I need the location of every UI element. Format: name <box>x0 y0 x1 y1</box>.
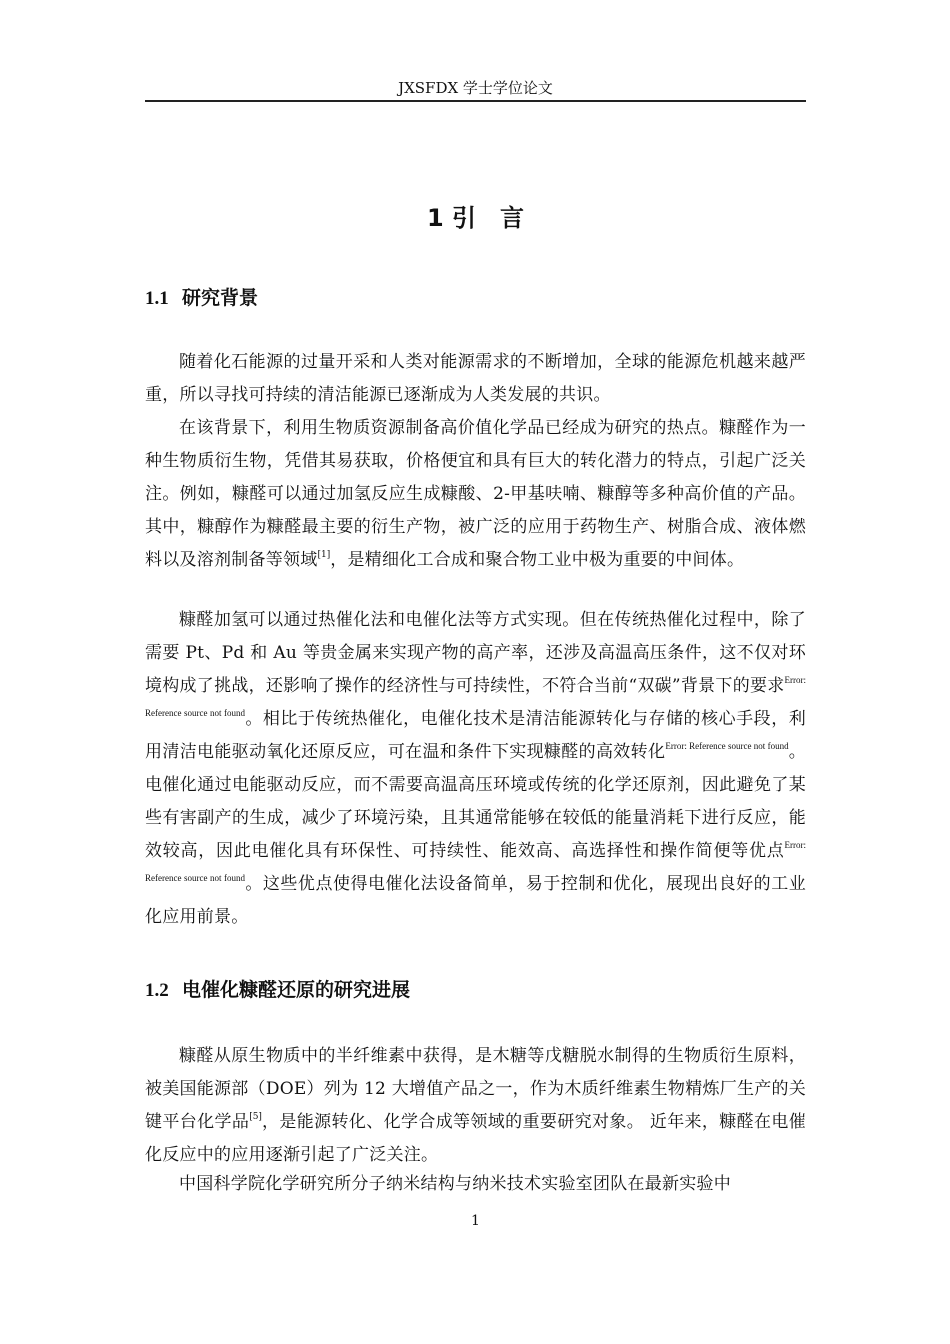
header-rule <box>145 100 806 102</box>
paragraph-cas-team <box>145 1168 806 1201</box>
section-heading-1-2 <box>145 976 806 1005</box>
citation-ref: [5] <box>249 1111 262 1122</box>
section-number: 1.2 <box>145 980 169 1001</box>
paragraph-text: 随着化石能源的过量开采和人类对能源需求的不断增加，全球的能源危机越来越严重，所以寻找可持续的清洁能源已逐渐成为人类发展的共识。 <box>145 352 806 405</box>
paragraph-furfural-background <box>145 412 806 577</box>
paragraph-text: 。相比于传统热催化，电催化技术是清洁能源转化与存储的核心手段，利用清洁电能驱动氧化还原反应，可在温和条件下实现糠醛的高效转化 <box>145 709 806 762</box>
paragraph-text: 在该背景下，利用生物质资源制备高价值化学品已经成为研究的热点。糠醛作为一种生物质衍生物，凭借其易获取，价格便宜和具有巨大的转化潜力的特点，引起广泛关注。例如，糠醛可以通过加氢反应生成糠酸、2-甲基呋喃、糠醇等多种高价值的产品。其中，糠醇作为糠醛最主要的衍生产物，被广泛的应用于药物生产、树脂合成、液体燃料以及溶剂制备等领域 <box>145 418 806 570</box>
citation-ref: [1] <box>317 549 331 560</box>
paragraph-electrocatalysis <box>145 604 806 934</box>
paragraph-furfural-source <box>145 1040 806 1172</box>
section-heading-1-1 <box>145 284 806 313</box>
paragraph-energy-crisis <box>145 346 806 412</box>
reference-error: Error: Reference source not found <box>145 839 806 883</box>
section-title: 电催化糠醛还原的研究进展 <box>181 979 410 1001</box>
running-header: JXSFDX 学士学位论文 <box>398 79 553 97</box>
page-number: 1 <box>471 1213 480 1229</box>
section-number: 1.1 <box>145 288 169 309</box>
paragraph-text: 。电催化通过电能驱动反应，而不需要高温高压环境或传统的化学还原剂，因此避免了某些有害副产的生成，减少了环境污染，且其通常能够在较低的能量消耗下进行反应，能效较高，因此电催化具有环保性、可持续性、能效高、高选择性和操作简便等优点 <box>145 742 807 861</box>
reference-error: Error: Reference source not found <box>145 674 806 718</box>
paragraph-text: ，是精细化工合成和聚合物工业中极为重要的中间体。 <box>330 550 745 570</box>
section-title: 研究背景 <box>181 287 258 309</box>
paragraph-text: 糠醛从原生物质中的半纤维素中获得，是木糖等戊糖脱水制得的生物质衍生原料，被美国能源部（DOE）列为 12 大增值产品之一，作为木质纤维素生物精炼厂生产的关键平台化学品 <box>145 1046 806 1132</box>
chapter-title: 1 引 言 <box>426 204 525 232</box>
paragraph-text: 。这些优点使得电催化法设备简单，易于控制和优化，展现出良好的工业化应用前景。 <box>145 874 806 927</box>
paragraph-text: 中国科学院化学研究所分子纳米结构与纳米技术实验室团队在最新实验中 <box>179 1174 731 1194</box>
paragraph-text: 糠醛加氢可以通过热催化法和电催化法等方式实现。但在传统热催化过程中，除了需要 Pt、Pd 和 Au 等贵金属来实现产物的高产率，还涉及高温高压条件，这不仅对环境构成了挑战，还影响了操作的经济性与可持续性，不符合当前“双碳”背景下的要求 <box>145 610 806 696</box>
paragraph-text: ，是能源转化、化学合成等领域的重要研究对象。 近年来，糠醛在电催化反应中的应用逐渐引起了广泛关注。 <box>145 1112 806 1165</box>
reference-error: Error: Reference source not found <box>665 740 789 751</box>
